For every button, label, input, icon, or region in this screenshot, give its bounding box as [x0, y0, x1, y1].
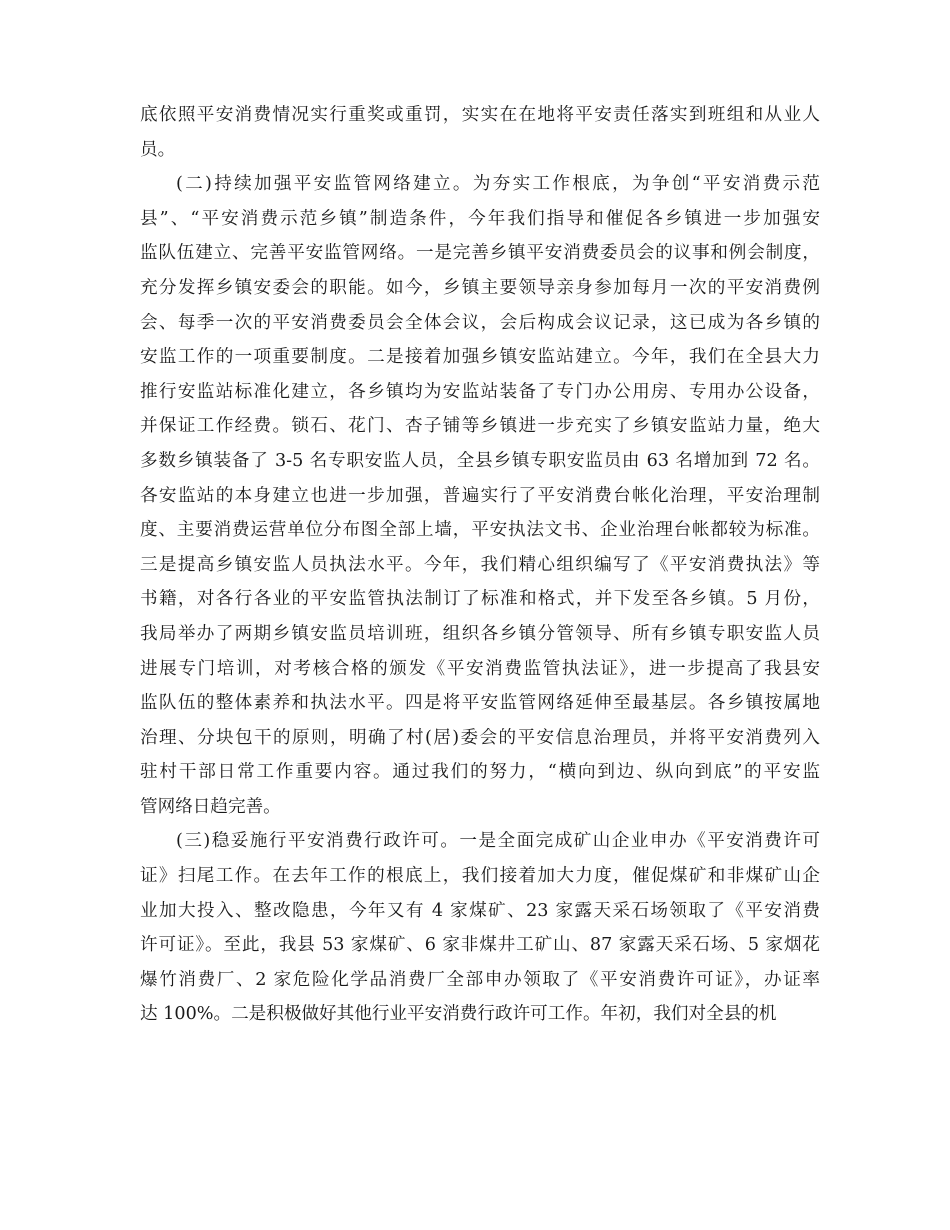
text-line: 进展专门培训，对考核合格的颁发《平安消费监管执法证》，进一步提高了我县安 — [140, 658, 820, 679]
text-line: (三)稳妥施行平安消费行政许可。一是全面完成矿山企业申办《平安消费许可 — [176, 831, 820, 852]
text-line: 爆竹消费厂、2 家危险化学品消费厂全部申办领取了《平安消费许可证》，办证率 — [140, 969, 820, 990]
paragraph — [140, 824, 820, 1032]
text-line: 三是提高乡镇安监人员执法水平。今年，我们精心组织编写了《平安消费执法》等 — [140, 554, 820, 575]
text-line: 员。 — [140, 139, 176, 160]
text-line: 我局举办了两期乡镇安监员培训班，组织各乡镇分管领导、所有乡镇专职安监人员 — [140, 623, 820, 644]
text-line: 达 100%。二是积极做好其他行业平安消费行政许可工作。年初，我们对全县的机 — [140, 1004, 777, 1025]
text-line: 证》扫尾工作。在去年工作的根底上，我们接着加大力度，催促煤矿和非煤矿山企 — [140, 866, 820, 887]
text-line: 安监工作的一项重要制度。二是接着加强乡镇安监站建立。今年，我们在全县大力 — [140, 347, 820, 368]
text-line: 会、每季一次的平安消费委员会全体会议，会后构成会议记录，这已成为各乡镇的 — [140, 312, 820, 333]
text-line: 驻村干部日常工作重要内容。通过我们的努力，“横向到边、纵向到底”的平安监 — [140, 762, 820, 783]
text-line: 并保证工作经费。锁石、花门、杏子铺等乡镇进一步充实了乡镇安监站力量，绝大 — [140, 416, 820, 437]
text-line: 推行安监站标准化建立，各乡镇均为安监站装备了专门办公用房、专用办公设备， — [140, 381, 820, 402]
paragraph — [140, 98, 820, 167]
text-line: 许可证》。至此，我县 53 家煤矿、6 家非煤井工矿山、87 家露天采石场、5 家烟花 — [140, 935, 820, 956]
text-line: 多数乡镇装备了 3-5 名专职安监人员，全县乡镇专职安监员由 63 名增加到 72 名。 — [140, 450, 820, 471]
text-line: 业加大投入、整改隐患，今年又有 4 家煤矿、23 家露天采石场领取了《平安消费 — [140, 900, 820, 921]
text-line: 县”、“平安消费示范乡镇”制造条件，今年我们指导和催促各乡镇进一步加强安 — [140, 208, 820, 229]
text-line: 治理、分块包干的原则，明确了村(居)委会的平安信息治理员，并将平安消费列入 — [140, 727, 820, 748]
paragraph — [140, 167, 820, 824]
text-line: (二)持续加强平安监管网络建立。为夯实工作根底，为争创“平安消费示范 — [176, 174, 820, 195]
text-line: 书籍，对各行各业的平安监管执法制订了标准和格式，并下发至各乡镇。5 月份， — [140, 589, 820, 610]
text-line: 监队伍的整体素养和执法水平。四是将平安监管网络延伸至最基层。各乡镇按属地 — [140, 693, 820, 714]
text-line: 充分发挥乡镇安委会的职能。如今，乡镇主要领导亲身参加每月一次的平安消费例 — [140, 277, 820, 298]
document-page — [140, 98, 820, 1032]
text-line: 管网络日趋完善。 — [140, 796, 281, 817]
text-line: 各安监站的本身建立也进一步加强，普遍实行了平安消费台帐化治理，平安治理制 — [140, 485, 820, 506]
text-line: 度、主要消费运营单位分布图全部上墙，平安执法文书、企业治理台帐都较为标准。 — [140, 520, 820, 541]
text-line: 监队伍建立、完善平安监管网络。一是完善乡镇平安消费委员会的议事和例会制度， — [140, 243, 820, 264]
text-line: 底依照平安消费情况实行重奖或重罚，实实在在地将平安责任落实到班组和从业人 — [140, 105, 820, 125]
